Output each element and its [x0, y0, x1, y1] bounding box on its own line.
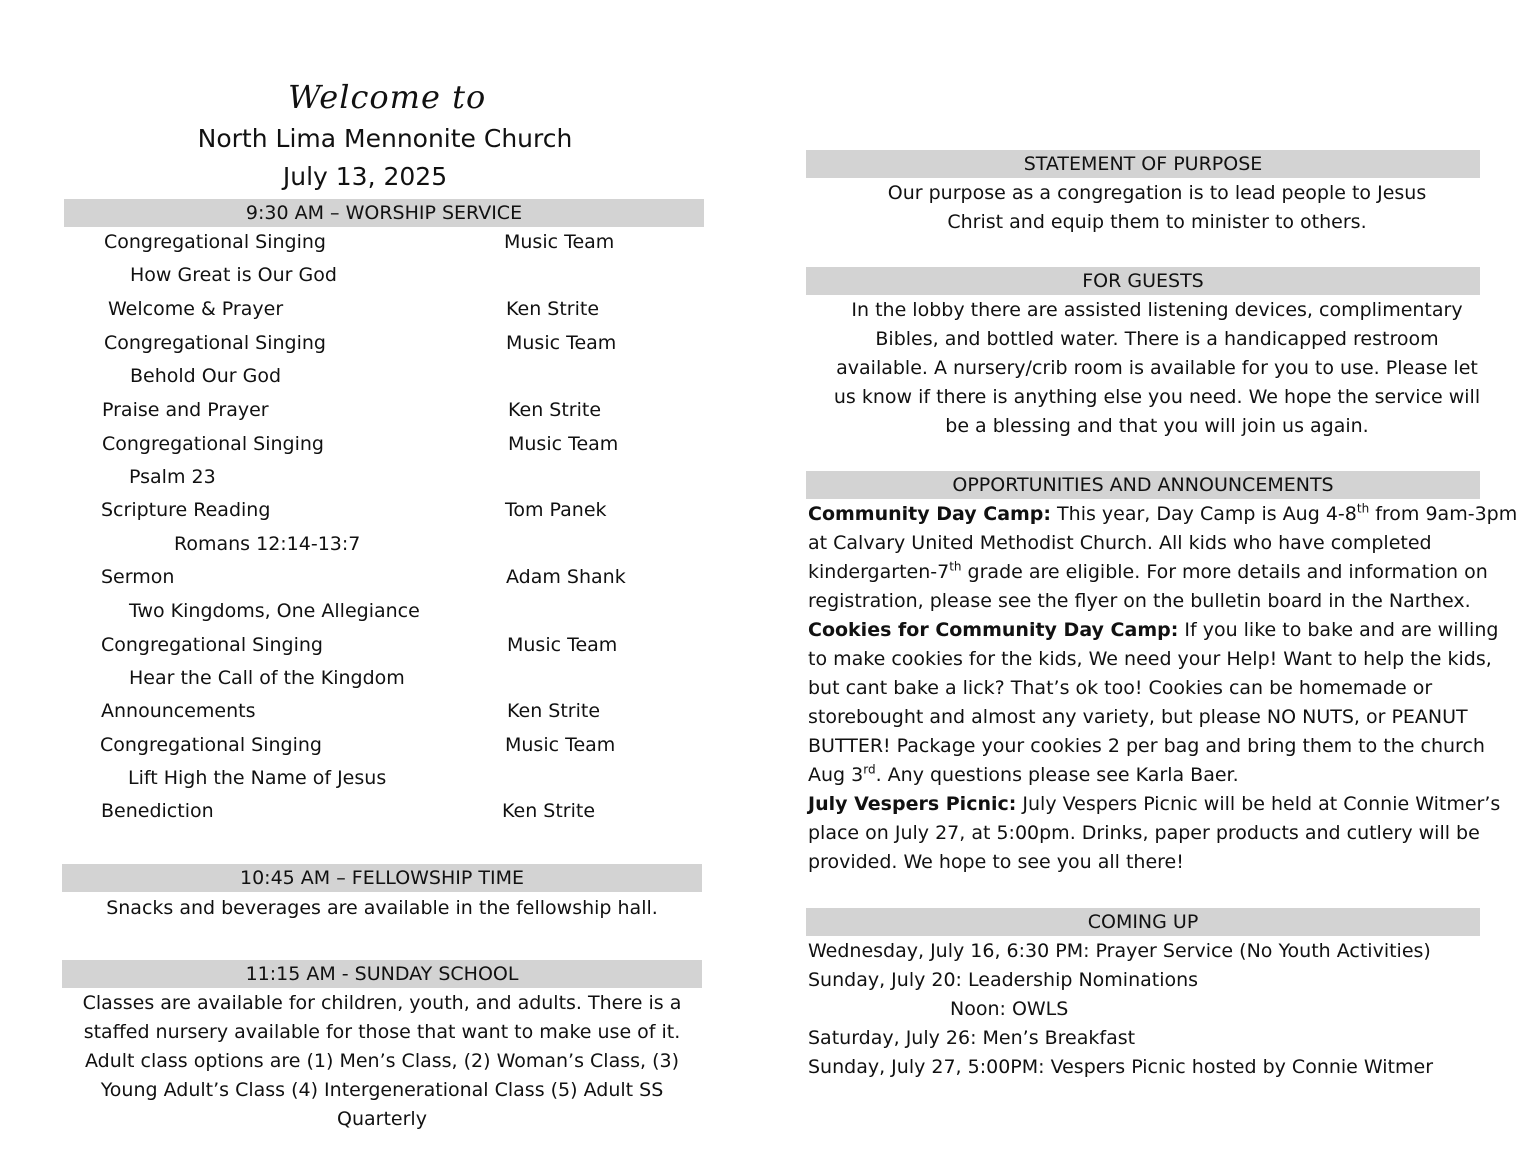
song-title: Behold Our God: [130, 365, 282, 387]
service-date: July 13, 2025: [282, 162, 448, 191]
order-item: Scripture Reading: [101, 499, 271, 521]
purpose-text: Our purpose as a congregation is to lead people to Jesus Christ and equip them to minister to others.: [887, 182, 1427, 233]
ordinal-suffix: th: [1356, 501, 1370, 516]
coming-up-item: Sunday, July 27, 5:00PM: Vespers Picnic hosted by Connie Witmer: [808, 1056, 1434, 1078]
fellowship-time-header: 10:45 AM – FELLOWSHIP TIME: [62, 864, 702, 892]
order-item: Congregational Singing: [100, 734, 322, 756]
order-item: Sermon: [101, 566, 175, 588]
song-title: Psalm 23: [129, 466, 216, 488]
order-item: Announcements: [101, 700, 256, 722]
order-leader: Music Team: [505, 734, 616, 756]
order-item: Congregational Singing: [104, 332, 326, 354]
order-leader: Music Team: [506, 332, 617, 354]
order-leader: Ken Strite: [508, 399, 602, 421]
coming-up-header: COMING UP: [806, 908, 1480, 936]
announcement-text: grade are eligible. For more details and information on registration, please see the flyer on the bulletin board in the Narthex.: [808, 561, 1488, 612]
ordinal-suffix: rd: [863, 762, 876, 777]
ordinal-suffix: th: [949, 559, 962, 574]
sunday-school-text: Classes are available for children, youth, and adults. There is a staffed nursery available for those that want to make use of it. Adult class options are (1) Men’s Class, (2) Woman’s Class, (3) Young Adult’s Class (4) Intergenerational Class (5) Adult SS Quarterly: [82, 992, 682, 1130]
order-leader: Adam Shank: [506, 566, 626, 588]
announcement-text: If you like to bake and are willing to make cookies for the kids, We need your Help! Want to help the kids, but cant bake a lick? That’s ok too! Cookies can be homemade or storebought and almost any variety, but please NO NUTS, or PEANUT BUTTER! Package your cookies 2 per bag and bring them to the church Aug 3: [808, 619, 1499, 786]
announcement-text: This year, Day Camp is Aug 4-8: [1051, 503, 1357, 525]
song-title: Lift High the Name of Jesus: [128, 767, 387, 789]
order-leader: Music Team: [504, 231, 615, 253]
coming-up-item: Saturday, July 26: Men’s Breakfast: [808, 1027, 1136, 1049]
order-leader: Music Team: [507, 634, 618, 656]
order-item: Congregational Singing: [102, 433, 324, 455]
announcement-title: Cookies for Community Day Camp:: [808, 619, 1179, 641]
for-guests-header: FOR GUESTS: [806, 267, 1480, 295]
coming-up-item: Sunday, July 20: Leadership Nominations: [808, 969, 1199, 991]
song-title: How Great is Our God: [130, 264, 337, 286]
statement-of-purpose-header: STATEMENT OF PURPOSE: [806, 150, 1480, 178]
announcement-cookies: [808, 616, 1520, 790]
fellowship-text: Snacks and beverages are available in the fellowship hall.: [106, 897, 658, 919]
order-leader: Music Team: [508, 433, 619, 455]
announcement-text: . Any questions please see Karla Baer.: [875, 764, 1239, 786]
worship-service-header: 9:30 AM – WORSHIP SERVICE: [64, 199, 704, 227]
coming-up-item: Noon: OWLS: [950, 998, 1069, 1020]
order-item: Benediction: [101, 800, 214, 822]
announcement-title: Community Day Camp:: [808, 503, 1052, 525]
sermon-title: Two Kingdoms, One Allegiance: [129, 600, 420, 622]
order-leader: Ken Strite: [507, 700, 601, 722]
order-leader: Ken Strite: [502, 800, 596, 822]
church-name: North Lima Mennonite Church: [197, 124, 573, 153]
song-title: Hear the Call of the Kingdom: [129, 667, 405, 689]
opportunities-announcements-header: OPPORTUNITIES AND ANNOUNCEMENTS: [806, 471, 1480, 499]
announcement-text: July Vespers Picnic will be held at Connie Witmer’s place on July 27, at 5:00pm. Drinks, paper products and cutlery will be provided. We hope to see you all there!: [808, 793, 1501, 873]
order-item: Congregational Singing: [104, 231, 326, 253]
announcement-day-camp: [808, 500, 1520, 616]
order-item: Praise and Prayer: [102, 399, 269, 421]
order-leader: Ken Strite: [506, 298, 600, 320]
sunday-school-header: 11:15 AM - SUNDAY SCHOOL: [62, 960, 702, 988]
order-leader: Tom Panek: [505, 499, 607, 521]
scripture-reference: Romans 12:14-13:7: [174, 533, 361, 555]
order-item: Welcome & Prayer: [108, 298, 284, 320]
welcome-heading: Welcome to: [288, 78, 487, 116]
coming-up-item: Wednesday, July 16, 6:30 PM: Prayer Service (No Youth Activities): [808, 940, 1431, 962]
announcement-vespers: [808, 790, 1520, 877]
guests-text: In the lobby there are assisted listening devices, complimentary Bibles, and bottled water. There is a handicapped restroom available. A nursery/crib room is available for you to use. Please let us know if there is anything else you need. We hope the service will be a blessing and that you will join us again.: [833, 299, 1481, 437]
order-item: Congregational Singing: [101, 634, 323, 656]
announcement-title: July Vespers Picnic:: [808, 793, 1017, 815]
announcement-text: from 9am-3pm at Calvary United Methodist Church. All kids who have completed kindergarten-7: [808, 503, 1518, 583]
announcements-body: [808, 500, 1520, 877]
